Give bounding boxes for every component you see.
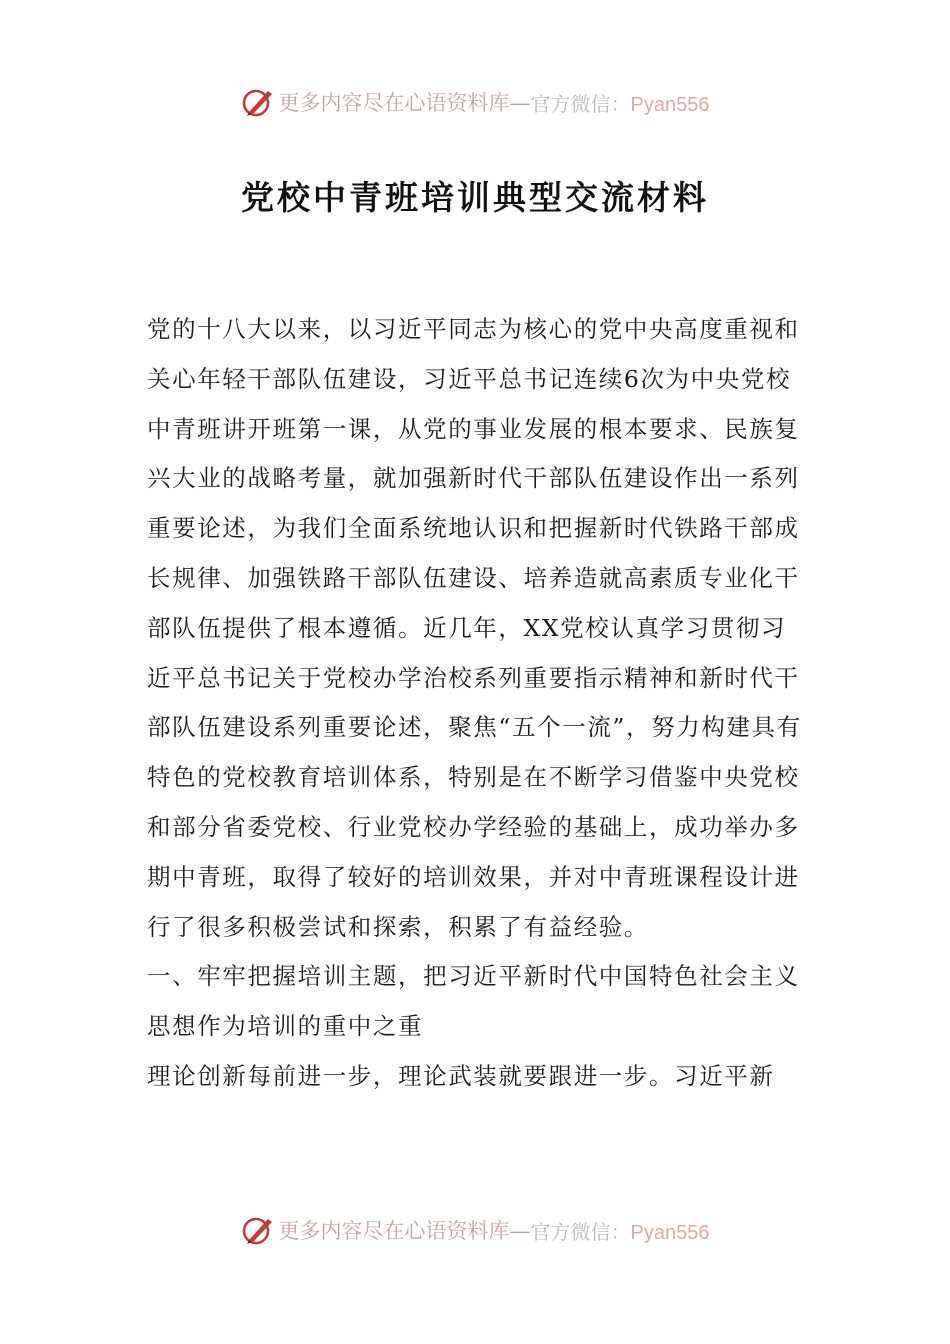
wechat-label: 官方微信： [530, 1219, 631, 1244]
header-watermark-banner [0, 82, 950, 122]
section-paragraph-1: 理论创新每前进一步，理论武装就要跟进一步。习近平新 [147, 1061, 775, 1090]
pen-logo-icon [241, 1213, 275, 1247]
watermark-wechat [531, 88, 710, 117]
document-title: 党校中青班培训典型交流材料 [241, 178, 709, 217]
wechat-account: Pyan556 [630, 93, 710, 116]
intro-paragraph: 党的十八大以来，以习近平同志为核心的党中央高度重视和关心年轻干部队伍建设，习近平总书记连续6次为中央党校中青班讲开班第一课，从党的事业发展的根本要求、民族复兴大业的战略考量，就加强新时代干部队伍建设作出一系列重要论述，为我们全面系统地认识和把握新时代铁路干部成长规律、加强铁路干部队伍建设、培养造就高素质专业化干部队伍提供了根本遵循。近几年，XX党校认真学习贯彻习近平总书记关于党校办学治校系列重要指示精神和新时代干部队伍建设系列重要论述，聚焦“五个一流”，努力构建具有特色的党校教育培训体系，特别是在不断学习借鉴中央党校和部分省委党校、行业党校办学经验的基础上，成功举办多期中青班，取得了较好的培训效果，并对中青班课程设计进行了很多积极尝试和探索，积累了有益经验。 [147, 315, 802, 941]
pen-logo-icon [241, 85, 275, 119]
footer-watermark-banner [0, 1210, 950, 1250]
wechat-account: Pyan556 [630, 1221, 710, 1244]
section-heading-1: 一、牢牢把握培训主题，把习近平新时代中国特色社会主义思想作为培训的重中之重 [147, 962, 800, 1041]
watermark-text: 更多内容尽在心语资料库— [278, 1219, 531, 1243]
wechat-label: 官方微信： [530, 91, 631, 116]
document-body [147, 305, 807, 1102]
watermark-text: 更多内容尽在心语资料库— [278, 91, 531, 115]
watermark-wechat [531, 1216, 710, 1245]
